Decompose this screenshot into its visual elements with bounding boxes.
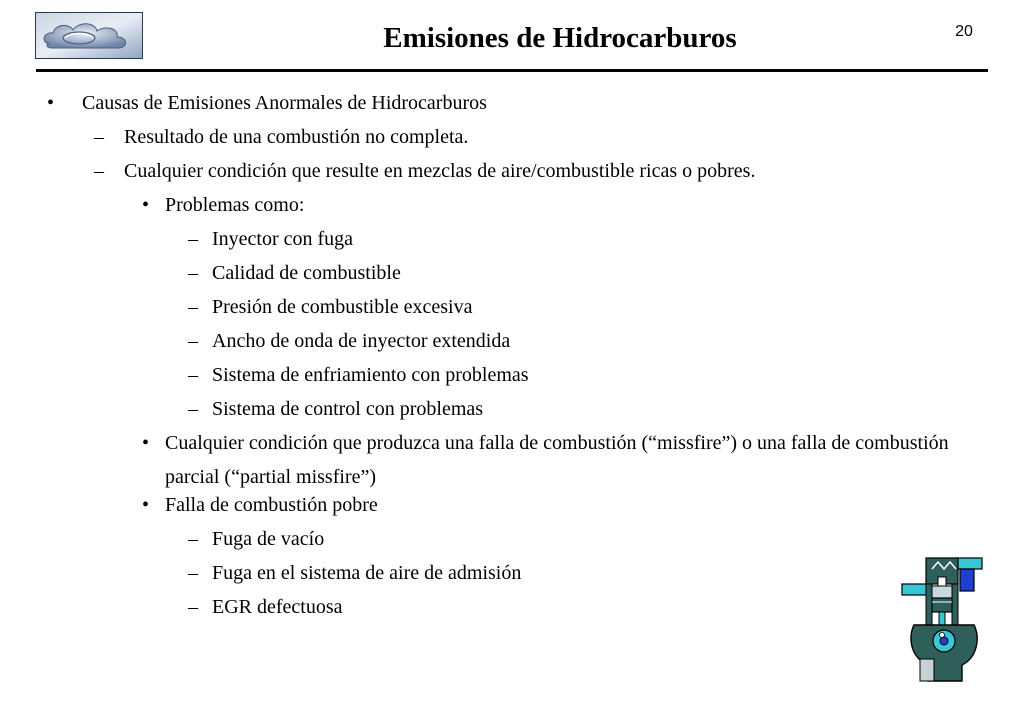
bullet-marker: – <box>188 528 198 550</box>
bullet-marker: – <box>188 330 198 352</box>
bullet-marker: – <box>188 562 198 584</box>
bullet-item: Fuga de vacío <box>212 528 325 550</box>
bullet-marker: • <box>142 432 150 454</box>
bullet-marker: – <box>188 262 198 284</box>
bullet-item: Ancho de onda de inyector extendida <box>212 330 511 352</box>
bullet-item: Falla de combustión pobre <box>165 494 378 516</box>
page-number: 20 <box>955 23 973 40</box>
bullet-item: Cualquier condición que produzca una falla de combustión (“missfire”) o una falla de combustión parcial (“partial missfire”) <box>165 432 949 488</box>
bullet-item: Sistema de control con problemas <box>212 398 484 420</box>
bullet-item: Calidad de combustible <box>212 262 401 284</box>
bullet-item: Resultado de una combustión no completa. <box>124 126 469 148</box>
bullet-marker: – <box>188 228 198 250</box>
bullet-item: Presión de combustible excesiva <box>212 296 473 318</box>
bullet-item: Fuga en el sistema de aire de admisión <box>212 562 522 584</box>
slide-title: Emisiones de Hidrocarburos <box>383 22 737 54</box>
bullet-marker: – <box>188 596 198 618</box>
bullet-item: Cualquier condición que resulte en mezclas de aire/combustible ricas o pobres. <box>124 160 756 182</box>
bullet-marker: – <box>94 126 104 148</box>
bullet-item: Inyector con fuga <box>212 228 354 250</box>
bullet-item: Sistema de enfriamiento con problemas <box>212 364 529 386</box>
bullet-marker: • <box>142 194 150 216</box>
bullet-marker: • <box>47 92 55 114</box>
bullet-marker: – <box>188 364 198 386</box>
bullet-marker: – <box>188 296 198 318</box>
bullet-marker: • <box>142 494 150 516</box>
title-divider <box>36 69 988 72</box>
bullet-item: EGR defectuosa <box>212 596 343 618</box>
bullet-item: Problemas como: <box>165 194 305 216</box>
bullet-marker: – <box>94 160 104 182</box>
engine-cylinder-icon <box>898 555 990 685</box>
bullet-marker: – <box>188 398 198 420</box>
bullet-item: Causas de Emisiones Anormales de Hidrocarburos <box>82 92 487 114</box>
